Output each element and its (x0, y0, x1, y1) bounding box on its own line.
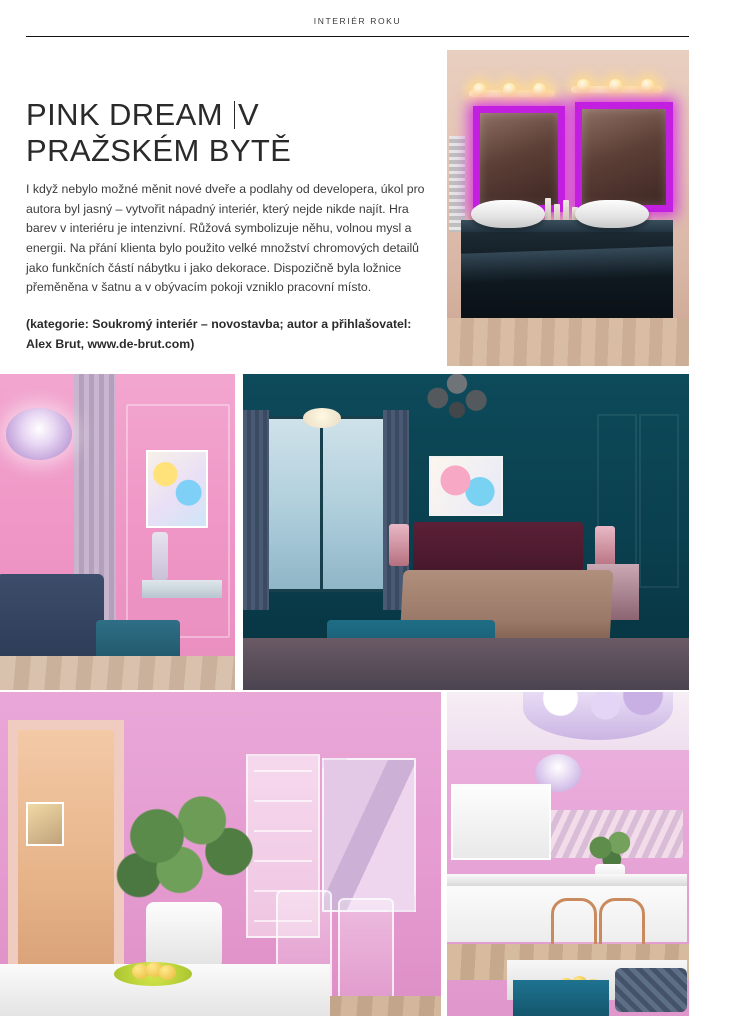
kitchen-countertop (447, 874, 687, 886)
photo-kitchen (447, 692, 689, 1016)
vanity-cabinet (461, 232, 673, 318)
photo-bedroom (243, 374, 689, 690)
bedroom-rug (243, 638, 689, 690)
photo-bathroom (447, 50, 689, 366)
article-body: I když nebylo možné měnit nové dveře a podlahy od developera, úkol pro autora byl jasný – vytvořit nápadný interiér, který nejde nikde najít. Hra barev v interiéru je intenzivní. Růžová symbolizuje něhu, volnou mysl a energii. Na přání klienta bylo použito velké množství chromových detailů jako funkčních částí nábytku i jako dekorace. Dispozičně byla ložnice přeměněna v šatnu a v obývacím pokoji vzniklo pracovní místo. (26, 182, 425, 295)
upper-cabinets (451, 784, 551, 860)
towel-radiator-icon (449, 136, 465, 232)
living-room-floor (0, 656, 235, 690)
headline-line-1a: PINK DREAM (26, 96, 232, 132)
lemons (132, 962, 176, 980)
table-lamp-left (389, 524, 409, 566)
faceted-mirror-wall (322, 758, 416, 912)
article-credit: (kategorie: Soukromý interiér – novostavba; autor a přihlašovatel: Alex Brut, www.de-brut.com) (26, 317, 412, 351)
patterned-cushion (615, 968, 687, 1012)
bathroom-floor (447, 318, 689, 366)
washbasin-right (575, 200, 649, 228)
bedroom-window (249, 416, 391, 592)
photo-living-room (0, 374, 235, 690)
running-head: INTERIÉR ROKU (313, 16, 402, 26)
curtain-left (243, 410, 269, 610)
light-bulb-icon (641, 79, 654, 92)
light-bulb-icon (609, 79, 622, 92)
header-divider (26, 36, 689, 37)
hallway-view (8, 720, 124, 984)
toiletry-bottles (545, 196, 579, 222)
washbasin-left (471, 200, 545, 228)
flower-vase (152, 532, 168, 582)
crystal-chandelier (6, 408, 72, 460)
page-title (26, 97, 426, 169)
sputnik-chandelier (409, 374, 505, 422)
light-bulb-icon (503, 83, 516, 96)
table-lamp-right (595, 526, 615, 568)
light-bulb-icon (473, 83, 486, 96)
teal-bench (513, 980, 609, 1016)
headline-line-2: BYTĚ (208, 132, 292, 168)
hallway-artwork (26, 802, 64, 846)
abstract-artwork (429, 456, 503, 516)
abstract-artwork (146, 450, 208, 528)
light-bulb-icon (533, 83, 546, 96)
console-table (142, 580, 222, 598)
wall-panel (639, 414, 679, 588)
green-plant (112, 784, 262, 914)
photo-dining-area (0, 692, 441, 1016)
neon-mirror-right (575, 102, 673, 212)
text-caret (234, 101, 235, 129)
acrylic-chair (338, 898, 394, 1012)
light-bulb-icon (577, 79, 590, 92)
headline-line-1b: V PRAŽSKÉM (26, 96, 260, 168)
ceiling-lamp (303, 408, 341, 428)
